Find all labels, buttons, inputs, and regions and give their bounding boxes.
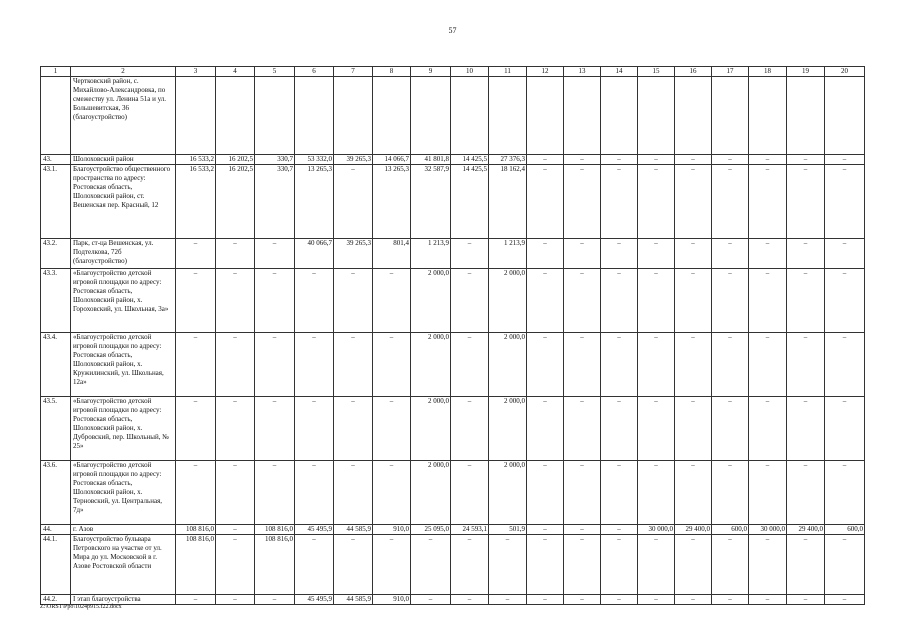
- table-cell: –: [601, 397, 638, 461]
- table-cell: 108 816,0: [255, 535, 295, 595]
- table-cell: [527, 77, 564, 155]
- table-cell: –: [527, 239, 564, 269]
- table-cell: –: [564, 269, 601, 333]
- table-cell: –: [825, 397, 865, 461]
- table-cell: –: [373, 535, 411, 595]
- table-cell: –: [638, 165, 675, 239]
- table-cell: –: [601, 239, 638, 269]
- table-cell: –: [675, 595, 712, 605]
- header-cell: 17: [712, 67, 749, 77]
- table-cell: –: [712, 461, 749, 525]
- header-cell: 19: [787, 67, 825, 77]
- table-cell: –: [675, 535, 712, 595]
- table-cell: –: [527, 269, 564, 333]
- table-cell: –: [787, 155, 825, 165]
- table-cell: 16 202,5: [216, 165, 255, 239]
- table-cell: –: [749, 535, 787, 595]
- table-cell: 24 593,1: [451, 525, 489, 535]
- table-cell: –: [295, 535, 334, 595]
- table-cell: –: [825, 535, 865, 595]
- header-cell: 10: [451, 67, 489, 77]
- table-cell: –: [601, 155, 638, 165]
- table-cell: –: [638, 595, 675, 605]
- header-cell: 7: [334, 67, 373, 77]
- page-number: 57: [448, 26, 457, 35]
- table-cell: –: [712, 397, 749, 461]
- table-cell: 41 801,8: [411, 155, 451, 165]
- header-cell: 15: [638, 67, 675, 77]
- table-cell: –: [527, 461, 564, 525]
- table-cell: –: [787, 165, 825, 239]
- table-cell: –: [216, 333, 255, 397]
- table-cell: 13 265,3: [295, 165, 334, 239]
- header-cell: 13: [564, 67, 601, 77]
- header-cell: 1: [41, 67, 71, 77]
- table-cell: 14 066,7: [373, 155, 411, 165]
- table-cell: –: [787, 595, 825, 605]
- table-cell: [255, 77, 295, 155]
- table-cell: –: [787, 535, 825, 595]
- table-cell: 16 202,5: [216, 155, 255, 165]
- table-cell: –: [176, 269, 216, 333]
- table-cell: –: [825, 333, 865, 397]
- table-cell: –: [638, 535, 675, 595]
- table-cell: –: [564, 397, 601, 461]
- table-cell: –: [451, 239, 489, 269]
- table-cell: 32 587,9: [411, 165, 451, 239]
- table-cell: –: [675, 461, 712, 525]
- table-cell: 14 425,5: [451, 165, 489, 239]
- table-cell: –: [787, 333, 825, 397]
- table-cell: –: [712, 239, 749, 269]
- header-cell: 2: [71, 67, 176, 77]
- row-name: Благоустройство общественного пространства по адресу: Ростовская область, Шолоховский район, ст. Вешенская пер. Красный, 12: [71, 165, 176, 239]
- table-cell: 2 000,0: [411, 397, 451, 461]
- table-cell: –: [787, 397, 825, 461]
- table-row: [41, 269, 865, 333]
- table-cell: 2 000,0: [489, 397, 527, 461]
- table-cell: –: [749, 461, 787, 525]
- table-cell: 910,0: [373, 525, 411, 535]
- table-cell: 330,7: [255, 165, 295, 239]
- table-cell: [564, 77, 601, 155]
- row-name: «Благоустройство детской игровой площадки по адресу: Ростовская область, Шолоховский район, х. Кружилинский, ул. Школьная, 12а»: [71, 333, 176, 397]
- table-cell: –: [675, 269, 712, 333]
- table-cell: 16 533,2: [176, 165, 216, 239]
- table-cell: 501,9: [489, 525, 527, 535]
- table-cell: 910,0: [373, 595, 411, 605]
- table-cell: –: [216, 397, 255, 461]
- table-cell: –: [451, 397, 489, 461]
- table-cell: –: [825, 155, 865, 165]
- table-cell: –: [564, 461, 601, 525]
- row-index: 44.2.: [41, 595, 71, 605]
- table-cell: –: [176, 595, 216, 605]
- table-cell: –: [601, 525, 638, 535]
- table-cell: –: [255, 239, 295, 269]
- table-cell: –: [601, 269, 638, 333]
- table-cell: [825, 77, 865, 155]
- table-cell: [712, 77, 749, 155]
- table-cell: 30 000,0: [638, 525, 675, 535]
- row-index: 44.1.: [41, 535, 71, 595]
- table-cell: [638, 77, 675, 155]
- table-row: [41, 535, 865, 595]
- table-cell: –: [411, 535, 451, 595]
- table-cell: 18 162,4: [489, 165, 527, 239]
- table-cell: 45 495,9: [295, 595, 334, 605]
- table-cell: 45 495,9: [295, 525, 334, 535]
- header-cell: 14: [601, 67, 638, 77]
- table-cell: –: [601, 535, 638, 595]
- table-cell: –: [638, 155, 675, 165]
- row-index: [41, 77, 71, 155]
- header-cell: 4: [216, 67, 255, 77]
- row-index: 43.4.: [41, 333, 71, 397]
- table-cell: –: [527, 333, 564, 397]
- table-cell: [675, 77, 712, 155]
- table-cell: 39 265,3: [334, 155, 373, 165]
- table-cell: 2 000,0: [411, 461, 451, 525]
- table-cell: –: [825, 461, 865, 525]
- table-cell: –: [255, 333, 295, 397]
- table-cell: –: [527, 535, 564, 595]
- row-name: г. Азов: [71, 525, 176, 535]
- table-cell: –: [216, 535, 255, 595]
- table-cell: 108 816,0: [176, 525, 216, 535]
- table-cell: 600,0: [712, 525, 749, 535]
- table-cell: –: [451, 595, 489, 605]
- table-cell: –: [712, 165, 749, 239]
- table-cell: [787, 77, 825, 155]
- table-cell: 53 332,0: [295, 155, 334, 165]
- table-cell: [373, 77, 411, 155]
- table-cell: –: [564, 155, 601, 165]
- table-cell: 25 095,0: [411, 525, 451, 535]
- table-cell: –: [334, 535, 373, 595]
- table-cell: –: [749, 397, 787, 461]
- row-name: «Благоустройство детской игровой площадки по адресу: Ростовская область, Шолоховский район, х. Дубровский, пер. Школьный, № 25»: [71, 397, 176, 461]
- table-cell: 2 000,0: [489, 269, 527, 333]
- header-cell: 6: [295, 67, 334, 77]
- table-cell: [749, 77, 787, 155]
- table-cell: –: [638, 397, 675, 461]
- table-cell: –: [334, 269, 373, 333]
- table-cell: –: [749, 269, 787, 333]
- row-name: Шолоховский район: [71, 155, 176, 165]
- table-cell: –: [527, 155, 564, 165]
- header-cell: 8: [373, 67, 411, 77]
- header-cell: 3: [176, 67, 216, 77]
- table-cell: –: [638, 269, 675, 333]
- table-cell: –: [749, 165, 787, 239]
- table-cell: 600,0: [825, 525, 865, 535]
- table-cell: –: [334, 461, 373, 525]
- table-cell: –: [295, 397, 334, 461]
- table-cell: [216, 77, 255, 155]
- table-cell: 29 400,0: [675, 525, 712, 535]
- table-cell: –: [638, 461, 675, 525]
- table-cell: –: [564, 165, 601, 239]
- table-cell: [489, 77, 527, 155]
- table-row: [41, 595, 865, 605]
- budget-table: [40, 66, 865, 605]
- table-cell: 2 000,0: [411, 333, 451, 397]
- table-cell: –: [749, 595, 787, 605]
- table-row: [41, 165, 865, 239]
- row-name: «Благоустройство детской игровой площадки по адресу: Ростовская область, Шолоховский район, х. Гороховский, ул. Школьная, 3а»: [71, 269, 176, 333]
- table-cell: –: [825, 595, 865, 605]
- table-cell: [601, 77, 638, 155]
- table-cell: –: [787, 239, 825, 269]
- table-cell: –: [712, 333, 749, 397]
- table-cell: 2 000,0: [489, 461, 527, 525]
- table-cell: –: [451, 269, 489, 333]
- table-cell: –: [489, 595, 527, 605]
- table-cell: –: [675, 333, 712, 397]
- table-cell: –: [451, 535, 489, 595]
- row-name: Благоустройство бульвара Петровского на участке от ул. Мира до ул. Московской в г. Азове Ростовской области: [71, 535, 176, 595]
- table-cell: –: [334, 397, 373, 461]
- table-row: [41, 525, 865, 535]
- table-cell: –: [601, 461, 638, 525]
- header-cell: 9: [411, 67, 451, 77]
- table-cell: –: [675, 239, 712, 269]
- table-cell: –: [749, 333, 787, 397]
- table-cell: –: [334, 333, 373, 397]
- table-cell: –: [825, 165, 865, 239]
- table-row: [41, 333, 865, 397]
- header-row: [41, 67, 865, 77]
- table-cell: –: [675, 165, 712, 239]
- header-cell: 16: [675, 67, 712, 77]
- table-cell: –: [564, 239, 601, 269]
- table-cell: –: [825, 239, 865, 269]
- table-cell: 108 816,0: [255, 525, 295, 535]
- table-cell: 30 000,0: [749, 525, 787, 535]
- table-row: [41, 155, 865, 165]
- table-cell: 44 585,9: [334, 595, 373, 605]
- table-cell: –: [638, 239, 675, 269]
- table-cell: –: [334, 165, 373, 239]
- header-cell: 11: [489, 67, 527, 77]
- table-cell: –: [255, 397, 295, 461]
- row-name: Парк, ст-ца Вешенская, ул. Подтелкова, 72б (благоустройство): [71, 239, 176, 269]
- table-cell: –: [216, 239, 255, 269]
- header-cell: 18: [749, 67, 787, 77]
- header-cell: 5: [255, 67, 295, 77]
- table-cell: –: [176, 333, 216, 397]
- header-cell: 12: [527, 67, 564, 77]
- table-cell: [411, 77, 451, 155]
- table-cell: –: [373, 269, 411, 333]
- table-cell: –: [712, 155, 749, 165]
- table-cell: [176, 77, 216, 155]
- table-cell: –: [749, 155, 787, 165]
- row-index: 43.: [41, 155, 71, 165]
- table-cell: –: [564, 535, 601, 595]
- table-cell: 1 213,9: [489, 239, 527, 269]
- table-cell: –: [295, 269, 334, 333]
- table-cell: 14 425,5: [451, 155, 489, 165]
- table-cell: –: [451, 461, 489, 525]
- table-cell: 801,4: [373, 239, 411, 269]
- table-cell: –: [527, 595, 564, 605]
- table-cell: –: [712, 595, 749, 605]
- table-cell: –: [176, 397, 216, 461]
- table-cell: –: [712, 535, 749, 595]
- table-cell: –: [216, 525, 255, 535]
- table-cell: –: [675, 397, 712, 461]
- table-cell: –: [373, 397, 411, 461]
- footer-file-path: Z:\ORST\Ppo\1024p915.f22.docx: [40, 604, 122, 610]
- table-cell: –: [411, 595, 451, 605]
- header-cell: 20: [825, 67, 865, 77]
- table-cell: –: [216, 269, 255, 333]
- table-cell: –: [749, 239, 787, 269]
- table-cell: –: [527, 397, 564, 461]
- table-cell: –: [373, 333, 411, 397]
- row-name: I этап благоустройства: [71, 595, 176, 605]
- table-row: [41, 239, 865, 269]
- table-cell: –: [675, 155, 712, 165]
- table-cell: [334, 77, 373, 155]
- table-cell: 330,7: [255, 155, 295, 165]
- table-cell: –: [787, 461, 825, 525]
- table-cell: 1 213,9: [411, 239, 451, 269]
- table-cell: 13 265,3: [373, 165, 411, 239]
- table-cell: [295, 77, 334, 155]
- row-index: 43.2.: [41, 239, 71, 269]
- table-cell: –: [787, 269, 825, 333]
- table-row: [41, 77, 865, 155]
- row-name: Чертковский район, с. Михайлово-Александровка, по смежеству ул. Ленина 51а и ул. Большевитская, 36 (благоустройство): [71, 77, 176, 155]
- table-cell: –: [825, 269, 865, 333]
- table-cell: –: [527, 525, 564, 535]
- table-cell: –: [373, 461, 411, 525]
- table-cell: 108 816,0: [176, 535, 216, 595]
- row-index: 43.3.: [41, 269, 71, 333]
- table-cell: –: [564, 525, 601, 535]
- row-index: 43.1.: [41, 165, 71, 239]
- table-cell: –: [489, 535, 527, 595]
- table-cell: 16 533,2: [176, 155, 216, 165]
- table-cell: 29 400,0: [787, 525, 825, 535]
- table-cell: –: [255, 595, 295, 605]
- table-cell: –: [564, 595, 601, 605]
- table-cell: 44 585,9: [334, 525, 373, 535]
- table-cell: –: [176, 461, 216, 525]
- table-cell: –: [295, 461, 334, 525]
- row-index: 43.5.: [41, 397, 71, 461]
- table-cell: –: [255, 269, 295, 333]
- table-row: [41, 397, 865, 461]
- table-cell: –: [451, 333, 489, 397]
- table-cell: –: [216, 461, 255, 525]
- table-cell: [451, 77, 489, 155]
- table-cell: 27 376,3: [489, 155, 527, 165]
- table-cell: –: [601, 595, 638, 605]
- table-cell: 40 066,7: [295, 239, 334, 269]
- table-cell: 2 000,0: [411, 269, 451, 333]
- table-cell: –: [712, 269, 749, 333]
- table-cell: –: [638, 333, 675, 397]
- row-name: «Благоустройство детской игровой площадки по адресу: Ростовская область, Шолоховский район, х. Терновский, ул. Центральная, 7д»: [71, 461, 176, 525]
- table-cell: 2 000,0: [489, 333, 527, 397]
- table-cell: –: [601, 333, 638, 397]
- table-cell: –: [564, 333, 601, 397]
- row-index: 44.: [41, 525, 71, 535]
- table-cell: –: [527, 165, 564, 239]
- table-cell: –: [176, 239, 216, 269]
- table-cell: –: [601, 165, 638, 239]
- row-index: 43.6.: [41, 461, 71, 525]
- table-cell: –: [216, 595, 255, 605]
- table-row: [41, 461, 865, 525]
- table-cell: –: [295, 333, 334, 397]
- table-cell: –: [255, 461, 295, 525]
- table-cell: 39 265,3: [334, 239, 373, 269]
